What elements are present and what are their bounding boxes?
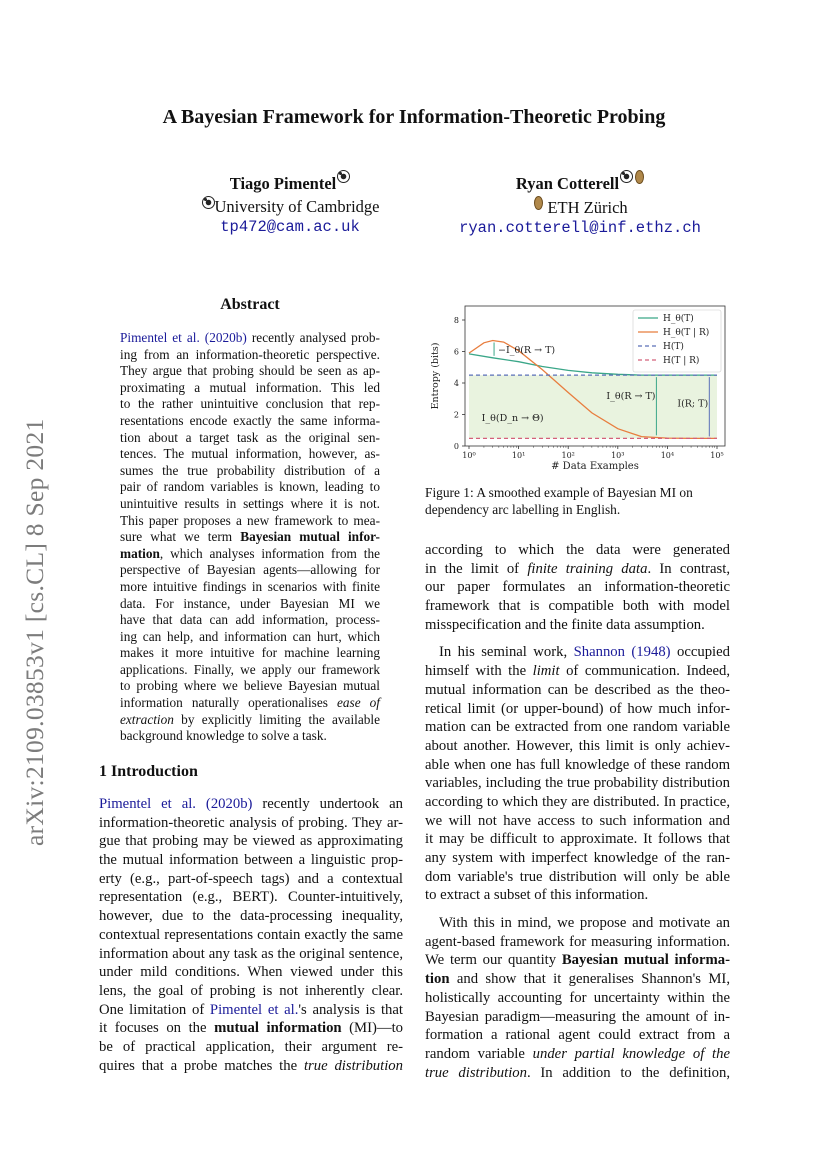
- text-line: about another. However, this limit is only achiev-: [425, 737, 730, 754]
- citation-link[interactable]: Pimentel et al. (2020b): [120, 330, 247, 345]
- intro-body: [99, 795, 403, 1075]
- text-line: however, due to the data-processing inequality,: [99, 908, 403, 925]
- text-line: mutual information can be described as the theo-: [425, 681, 730, 698]
- legend-entry: H(T): [663, 342, 684, 352]
- figure-caption: Figure 1: A smoothed example of Bayesian MI on dependency arc labelling in English.: [425, 485, 693, 517]
- text-line: random variable under partial knowledge of the: [425, 1045, 730, 1062]
- text-line: be of practical application, their argument re-: [99, 1038, 403, 1055]
- text-line: Bayesian paradigm—measuring the amount of in-: [425, 1008, 730, 1025]
- text-line: framework that is compatible both with model: [425, 598, 730, 615]
- paragraph: [425, 541, 730, 634]
- author-affiliation: University of Cambridge: [214, 197, 380, 216]
- text-line: tences. The mutual information, however, as-: [120, 446, 380, 462]
- text-line: sumes the true probability distribution of a: [120, 462, 380, 478]
- legend-entry: H(T | R): [663, 356, 700, 366]
- paper-title: A Bayesian Framework for Information-Theoretic Probing: [162, 106, 666, 128]
- text-line: lens, the goal of probing is not inherently clear.: [99, 982, 403, 999]
- x-tick-label: 10¹: [511, 451, 526, 460]
- text-line: under mild conditions. When viewed under this: [99, 964, 403, 981]
- text-line: Pimentel et al. (2020b) recently undertook an: [99, 796, 403, 812]
- text-line: misspecification and the finite data assumption.: [425, 616, 705, 633]
- arxiv-identifier: arXiv:2109.03853v1 [cs.CL] 8 Sep 2021: [20, 418, 49, 846]
- text-line: perspective of Bayesian agents—allowing for: [120, 562, 380, 578]
- annotation-label: −I_θ(R → T): [498, 344, 556, 356]
- text-line: able when one has full knowledge of these random: [425, 756, 730, 773]
- text-line: proximating a mutual information. This led: [120, 379, 380, 395]
- text-line: mation can be extracted from one random variable: [425, 719, 730, 736]
- text-line: extraction by explicitly limiting the available: [120, 711, 380, 727]
- x-axis-label: # Data Examples: [551, 461, 639, 472]
- x-tick-label: 10²: [561, 451, 575, 460]
- text-line: variables, including the true probability distribution: [425, 775, 730, 792]
- text-line: sure what we term Bayesian mutual infor-: [120, 529, 380, 545]
- annotation-label: I(R; T): [677, 398, 709, 410]
- text-line: retical limit (or upper-bound) of how much infor-: [425, 700, 730, 717]
- text-line: representation (e.g., BERT). Counter-intuitively,: [99, 889, 403, 906]
- bayesian-mi-chart: [425, 298, 730, 478]
- y-tick-label: 2: [453, 410, 459, 420]
- paragraph: [425, 643, 730, 905]
- section-heading: 1 Introduction: [99, 763, 198, 780]
- text-line: We term our quantity Bayesian mutual informa-: [425, 952, 730, 969]
- y-tick-label: 0: [453, 442, 459, 451]
- text-line: They argue that probing should be seen as ap-: [120, 363, 380, 379]
- text-line: true distribution. In addition to the definition,: [425, 1064, 730, 1081]
- paragraph: [425, 914, 730, 1082]
- text-line: any system with imperfect knowledge of the ran-: [425, 850, 730, 866]
- author-name: Tiago Pimentel: [229, 174, 337, 193]
- text-line: in the limit of finite training data. In contrast,: [425, 560, 730, 577]
- author-email[interactable]: ryan.cotterell@inf.ethz.ch: [459, 219, 701, 237]
- text-line: according to which they are distributed. In practice,: [425, 793, 730, 810]
- text-line: resentations encode exactly the same informa-: [120, 412, 380, 428]
- text-line: In his seminal work, Shannon (1948) occupied: [439, 644, 730, 661]
- text-line: background knowledge to solve a task.: [120, 728, 327, 744]
- text-line: ing from an information-theoretic perspective.: [120, 346, 380, 362]
- annotation-label: I_θ(D_n → Θ): [481, 412, 544, 424]
- citation-link[interactable]: Pimentel et al. (2020b): [99, 796, 253, 812]
- y-axis-label: Entropy (bits): [430, 342, 441, 410]
- text-line: we will not have access to such information and: [425, 812, 730, 829]
- y-tick-label: 6: [453, 347, 459, 357]
- text-line: pair of random variables is known, leading to: [120, 479, 380, 495]
- text-line: formation a rational agent could extract from a: [425, 1027, 730, 1044]
- abstract-body: [120, 330, 380, 745]
- text-line: gue that probing may be viewed as approximating: [99, 833, 403, 850]
- abstract-heading: Abstract: [220, 296, 280, 313]
- text-line: information naturally operationalises ease of: [120, 695, 380, 711]
- author-block-1: [150, 170, 430, 236]
- stone-icon: [534, 196, 543, 210]
- football-icon: [202, 196, 215, 209]
- text-line: to the rather unintuitive conclusion that rep-: [120, 396, 380, 412]
- text-line: it may be difficult to approximate. It follows that: [425, 831, 730, 848]
- author-block-2: [410, 170, 750, 237]
- author-email[interactable]: tp472@cam.ac.uk: [220, 218, 360, 236]
- text-line: makes it more intuitive for machine learning: [120, 645, 380, 661]
- author-affiliation: ETH Zürich: [547, 198, 628, 217]
- x-tick-label: 10⁵: [710, 451, 724, 460]
- stone-icon: [635, 170, 644, 184]
- football-icon: [620, 170, 633, 183]
- x-tick-label: 10³: [611, 451, 625, 460]
- text-line: This paper proposes a new framework to mea-: [120, 512, 380, 528]
- text-line: data. For instance, under Bayesian MI we: [120, 595, 380, 611]
- legend-entry: H_θ(T): [663, 314, 694, 324]
- text-line: ing can help, and information can hurt, which: [120, 628, 380, 644]
- text-line: erty (e.g., part-of-speech tags) and a contextual: [99, 870, 403, 887]
- text-line: have that data can add information, process-: [120, 612, 380, 628]
- text-line: information-theoretic analysis of probing. They ar-: [99, 814, 403, 831]
- x-tick-label: 10⁰: [462, 451, 476, 460]
- text-line: holistically accounting for uncertainty within the: [425, 989, 730, 1006]
- text-line: to probing where we believe Bayesian mutual: [120, 678, 380, 694]
- legend-entry: H_θ(T | R): [663, 328, 710, 338]
- y-tick-label: 4: [453, 379, 459, 388]
- y-tick-label: 8: [453, 316, 459, 325]
- text-line: it focuses on the mutual information (MI)—to: [99, 1020, 403, 1037]
- text-line: quires that a probe matches the true distribution: [99, 1057, 403, 1074]
- football-icon: [337, 170, 350, 183]
- text-line: One limitation of Pimentel et al.'s analysis is that: [99, 1001, 403, 1018]
- annotation-label: I_θ(R → T): [606, 390, 656, 402]
- text-line: dom variable's true distribution will only be able: [425, 868, 730, 885]
- right-column-body: [425, 541, 730, 1082]
- text-line: unintuitive results in settings where it is not.: [120, 495, 380, 511]
- x-tick-label: 10⁴: [660, 451, 675, 460]
- text-line: tion about a target task as the original sen-: [120, 429, 380, 445]
- text-line: more intuitive findings in scenarios with finite: [120, 578, 380, 594]
- text-line: information about any task as the original sentence,: [99, 945, 403, 962]
- text-line: the mutual information between a linguistic prop-: [99, 852, 403, 869]
- text-line: himself with the limit of communication. Indeed,: [425, 663, 730, 680]
- citation-link[interactable]: Shannon (1948): [573, 644, 671, 661]
- text-line: according to which the data were generated: [425, 542, 730, 558]
- text-line: agent-based framework for measuring information.: [425, 933, 730, 950]
- text-line: to extract a subset of this information.: [425, 887, 649, 904]
- text-line: Pimentel et al. (2020b) recently analysed prob-: [120, 330, 380, 345]
- text-line: With this in mind, we propose and motivate an: [439, 915, 730, 932]
- author-name: Ryan Cotterell: [515, 174, 620, 193]
- text-line: mation, which analyses information from the: [120, 545, 380, 561]
- text-line: our paper formulates an information-theoretic: [425, 579, 730, 596]
- text-line: applications. Finally, we apply our framework: [120, 661, 380, 677]
- text-line: tion and show that it generalises Shannon's MI,: [425, 971, 730, 988]
- figure-1: [425, 298, 730, 478]
- citation-link[interactable]: Pimentel et al.: [209, 1001, 299, 1018]
- text-line: contextual representations contain exactly the same: [99, 926, 403, 943]
